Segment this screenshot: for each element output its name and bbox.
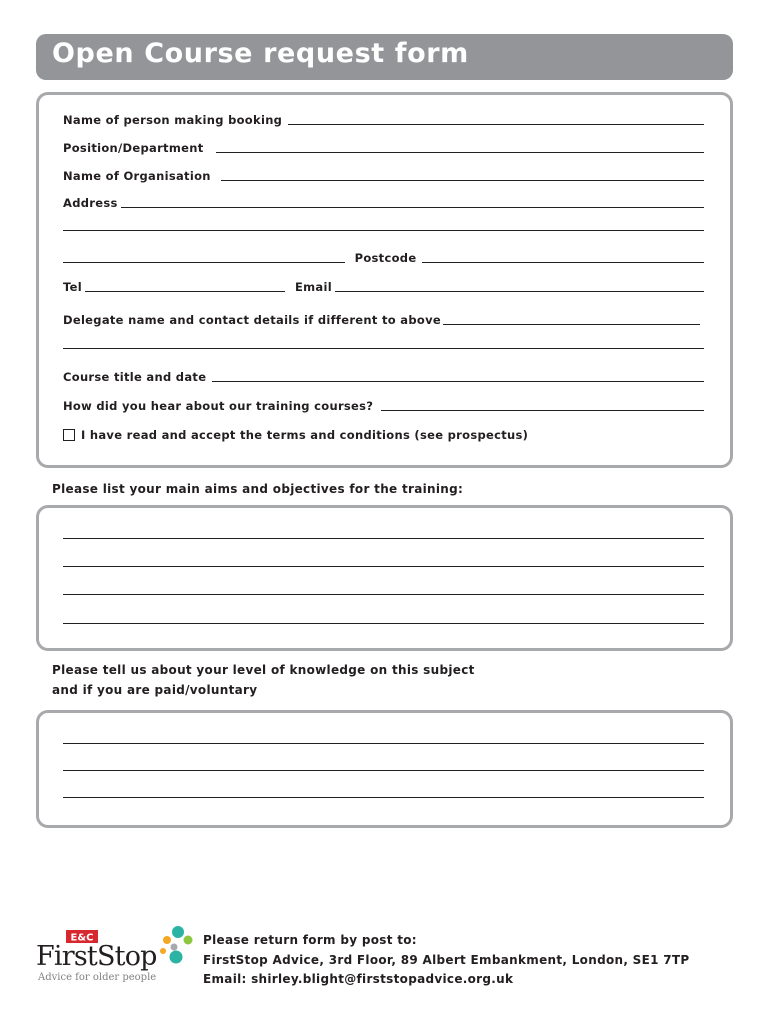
knowledge-line-1[interactable] [63, 743, 704, 744]
knowledge-box [36, 710, 733, 828]
hear-row[interactable] [63, 397, 704, 413]
logo-tagline: Advice for older people [38, 972, 157, 983]
tel-email-row[interactable] [63, 278, 704, 294]
email-line[interactable]: Email: shirley.blight@firststopadvice.org.uk [203, 972, 514, 986]
postcode-field[interactable] [422, 262, 704, 263]
terms-checkbox[interactable] [63, 429, 75, 441]
address-row[interactable] [63, 194, 704, 210]
organisation-field[interactable] [221, 180, 704, 181]
aims-line-3[interactable] [63, 594, 704, 595]
title-bar [36, 34, 733, 80]
knowledge-question-2: and if you are paid/voluntary [52, 683, 258, 697]
delegate-label: Delegate name and contact details if different to above [63, 313, 441, 327]
knowledge-question-1: Please tell us about your level of knowledge on this subject [52, 663, 475, 677]
contact-details-box [36, 92, 733, 468]
postcode-row[interactable] [63, 249, 704, 265]
postcode-label: Postcode [354, 251, 417, 265]
address-field[interactable] [121, 207, 704, 208]
hear-field[interactable] [381, 410, 704, 411]
aims-question: Please list your main aims and objectives for the training: [52, 482, 464, 496]
name-booking-field[interactable] [288, 124, 704, 125]
course-row[interactable] [63, 368, 704, 384]
address-line-2[interactable] [63, 230, 704, 231]
aims-line-2[interactable] [63, 566, 704, 567]
hear-label: How did you hear about our training courses? [63, 399, 374, 413]
return-info [203, 931, 689, 990]
delegate-row[interactable] [63, 311, 704, 327]
organisation-label: Name of Organisation [63, 169, 211, 183]
organisation-row[interactable] [63, 167, 704, 183]
delegate-line-2[interactable] [63, 348, 704, 349]
logo-name: FirstStop [36, 941, 157, 972]
position-field[interactable] [216, 152, 704, 153]
logo-badge: E&C [70, 932, 94, 944]
name-booking-label: Name of person making booking [63, 113, 283, 127]
page-title: Open Course request form [52, 38, 469, 69]
aims-line-4[interactable] [63, 623, 704, 624]
knowledge-line-2[interactable] [63, 770, 704, 771]
tel-field[interactable] [85, 291, 285, 292]
address-line-3[interactable] [63, 262, 345, 263]
course-label: Course title and date [63, 370, 207, 384]
address-label: Address [63, 196, 118, 210]
firststop-logo-graphic [36, 920, 196, 990]
email-field[interactable] [335, 291, 704, 292]
course-field[interactable] [212, 381, 704, 382]
terms-label: I have read and accept the terms and conditions (see prospectus) [81, 427, 529, 442]
tel-label: Tel [63, 280, 82, 294]
position-label: Position/Department [63, 141, 204, 155]
return-line: Please return form by post to: [203, 933, 417, 947]
position-row[interactable] [63, 139, 704, 155]
firststop-logo [36, 920, 196, 990]
email-label: Email [294, 280, 332, 294]
delegate-field[interactable] [443, 324, 700, 325]
terms-row[interactable] [63, 427, 704, 443]
name-booking-row[interactable] [63, 111, 704, 127]
knowledge-line-3[interactable] [63, 797, 704, 798]
aims-line-1[interactable] [63, 538, 704, 539]
aims-box [36, 505, 733, 651]
address-line: FirstStop Advice, 3rd Floor, 89 Albert Embankment, London, SE1 7TP [203, 952, 690, 967]
